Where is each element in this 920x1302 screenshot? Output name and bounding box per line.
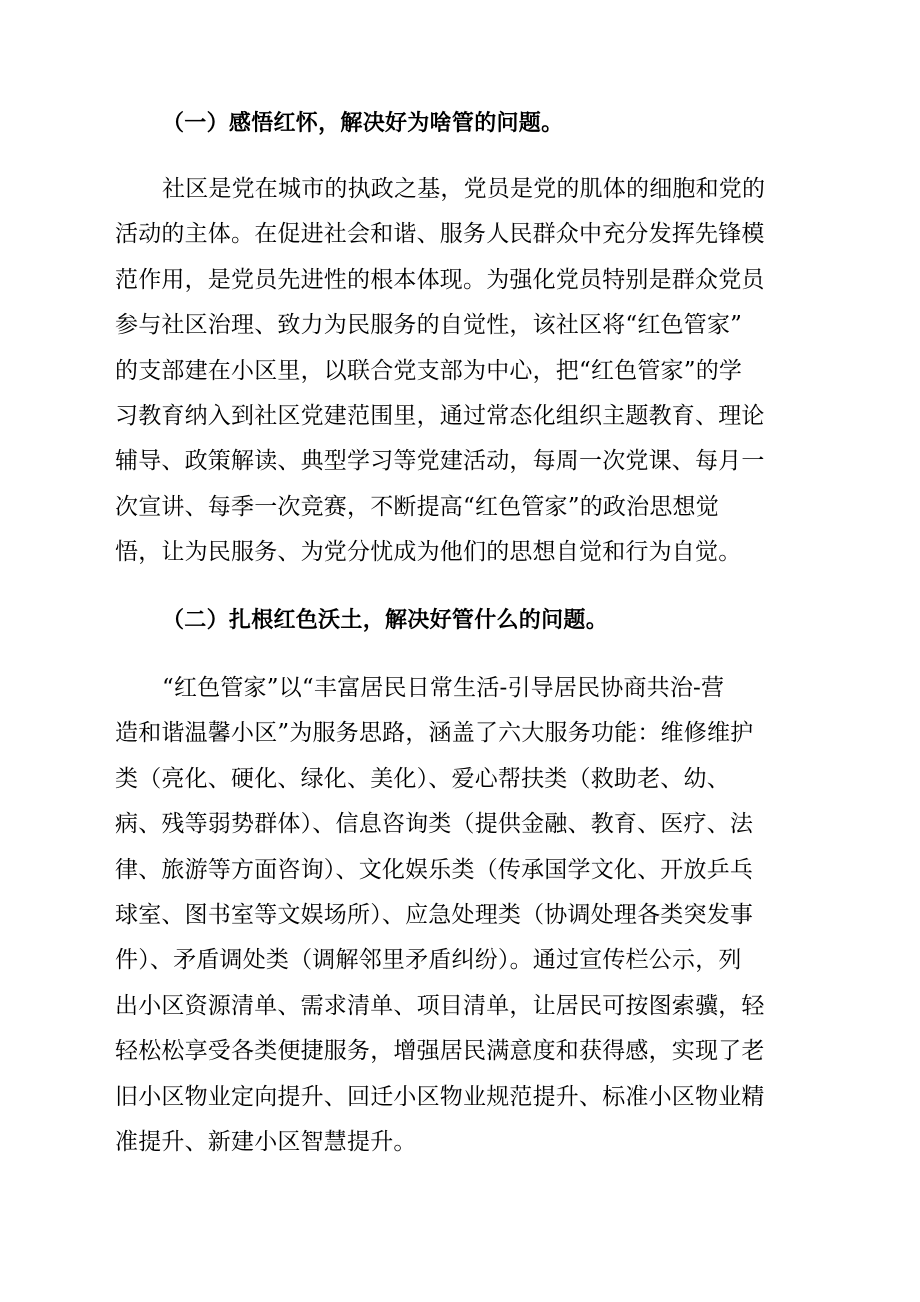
paragraph-line: 次宣讲、每季一次竞赛，不断提高“红色管家”的政治思想觉 <box>115 493 719 520</box>
paragraph-line: 造和谐温馨小区”为服务思路，涵盖了六大服务功能：维修维护 <box>115 720 754 747</box>
section-1-heading: （一）感悟红怀，解决好为啥管的问题。 <box>162 110 564 136</box>
paragraph-line: 准提升、新建小区智慧提升。 <box>115 1128 417 1155</box>
paragraph-line: 习教育纳入到社区党建范围里，通过常态化组织主题教育、理论 <box>115 402 765 429</box>
paragraph-line: 出小区资源清单、需求清单、项目清单，让居民可按图索骥，轻 <box>115 992 765 1019</box>
section-1-paragraph <box>115 174 825 583</box>
paragraph-line: 悟，让为民服务、为党分忧成为他们的思想自觉和行为自觉。 <box>115 539 742 566</box>
section-2-heading: （二）扎根红色沃土，解决好管什么的问题。 <box>162 607 609 633</box>
paragraph-line: 辅导、政策解读、典型学习等党建活动，每周一次党课、每月一 <box>115 448 765 475</box>
paragraph-line: 件）、矛盾调处类（调解邻里矛盾纠纷）。通过宣传栏公示，列 <box>115 947 742 974</box>
paragraph-line: 律、旅游等方面咨询）、文化娱乐类（传承国学文化、开放乒乓 <box>115 856 754 883</box>
paragraph-line: 社区是党在城市的执政之基，党员是党的肌体的细胞和党的 <box>162 176 766 202</box>
paragraph-line: 病、残等弱势群体）、信息咨询类（提供金融、教育、医疗、法 <box>115 811 754 838</box>
paragraph-line: 的支部建在小区里，以联合党支部为中心，把“红色管家”的学 <box>115 357 743 384</box>
paragraph-line: “红色管家”以“丰富居民日常生活-引导居民协商共治-营 <box>162 675 725 701</box>
paragraph-line: 轻松松享受各类便捷服务，增强居民满意度和获得感，实现了老 <box>115 1038 765 1065</box>
section-2-paragraph <box>115 673 825 1172</box>
paragraph-line: 范作用，是党员先进性的根本体现。为强化党员特别是群众党员 <box>115 266 765 293</box>
paragraph-line: 类（亮化、硬化、绿化、美化）、爱心帮扶类（救助老、幼、 <box>115 765 730 792</box>
paragraph-line: 活动的主体。在促进社会和谐、服务人民群众中充分发挥先锋模 <box>115 221 765 248</box>
paragraph-line: 参与社区治理、致力为民服务的自觉性，该社区将“红色管家” <box>115 312 743 339</box>
paragraph-line: 旧小区物业定向提升、回迁小区物业规范提升、标准小区物业精 <box>115 1083 765 1110</box>
paragraph-line: 球室、图书室等文娱场所）、应急处理类（协调处理各类突发事 <box>115 901 754 928</box>
